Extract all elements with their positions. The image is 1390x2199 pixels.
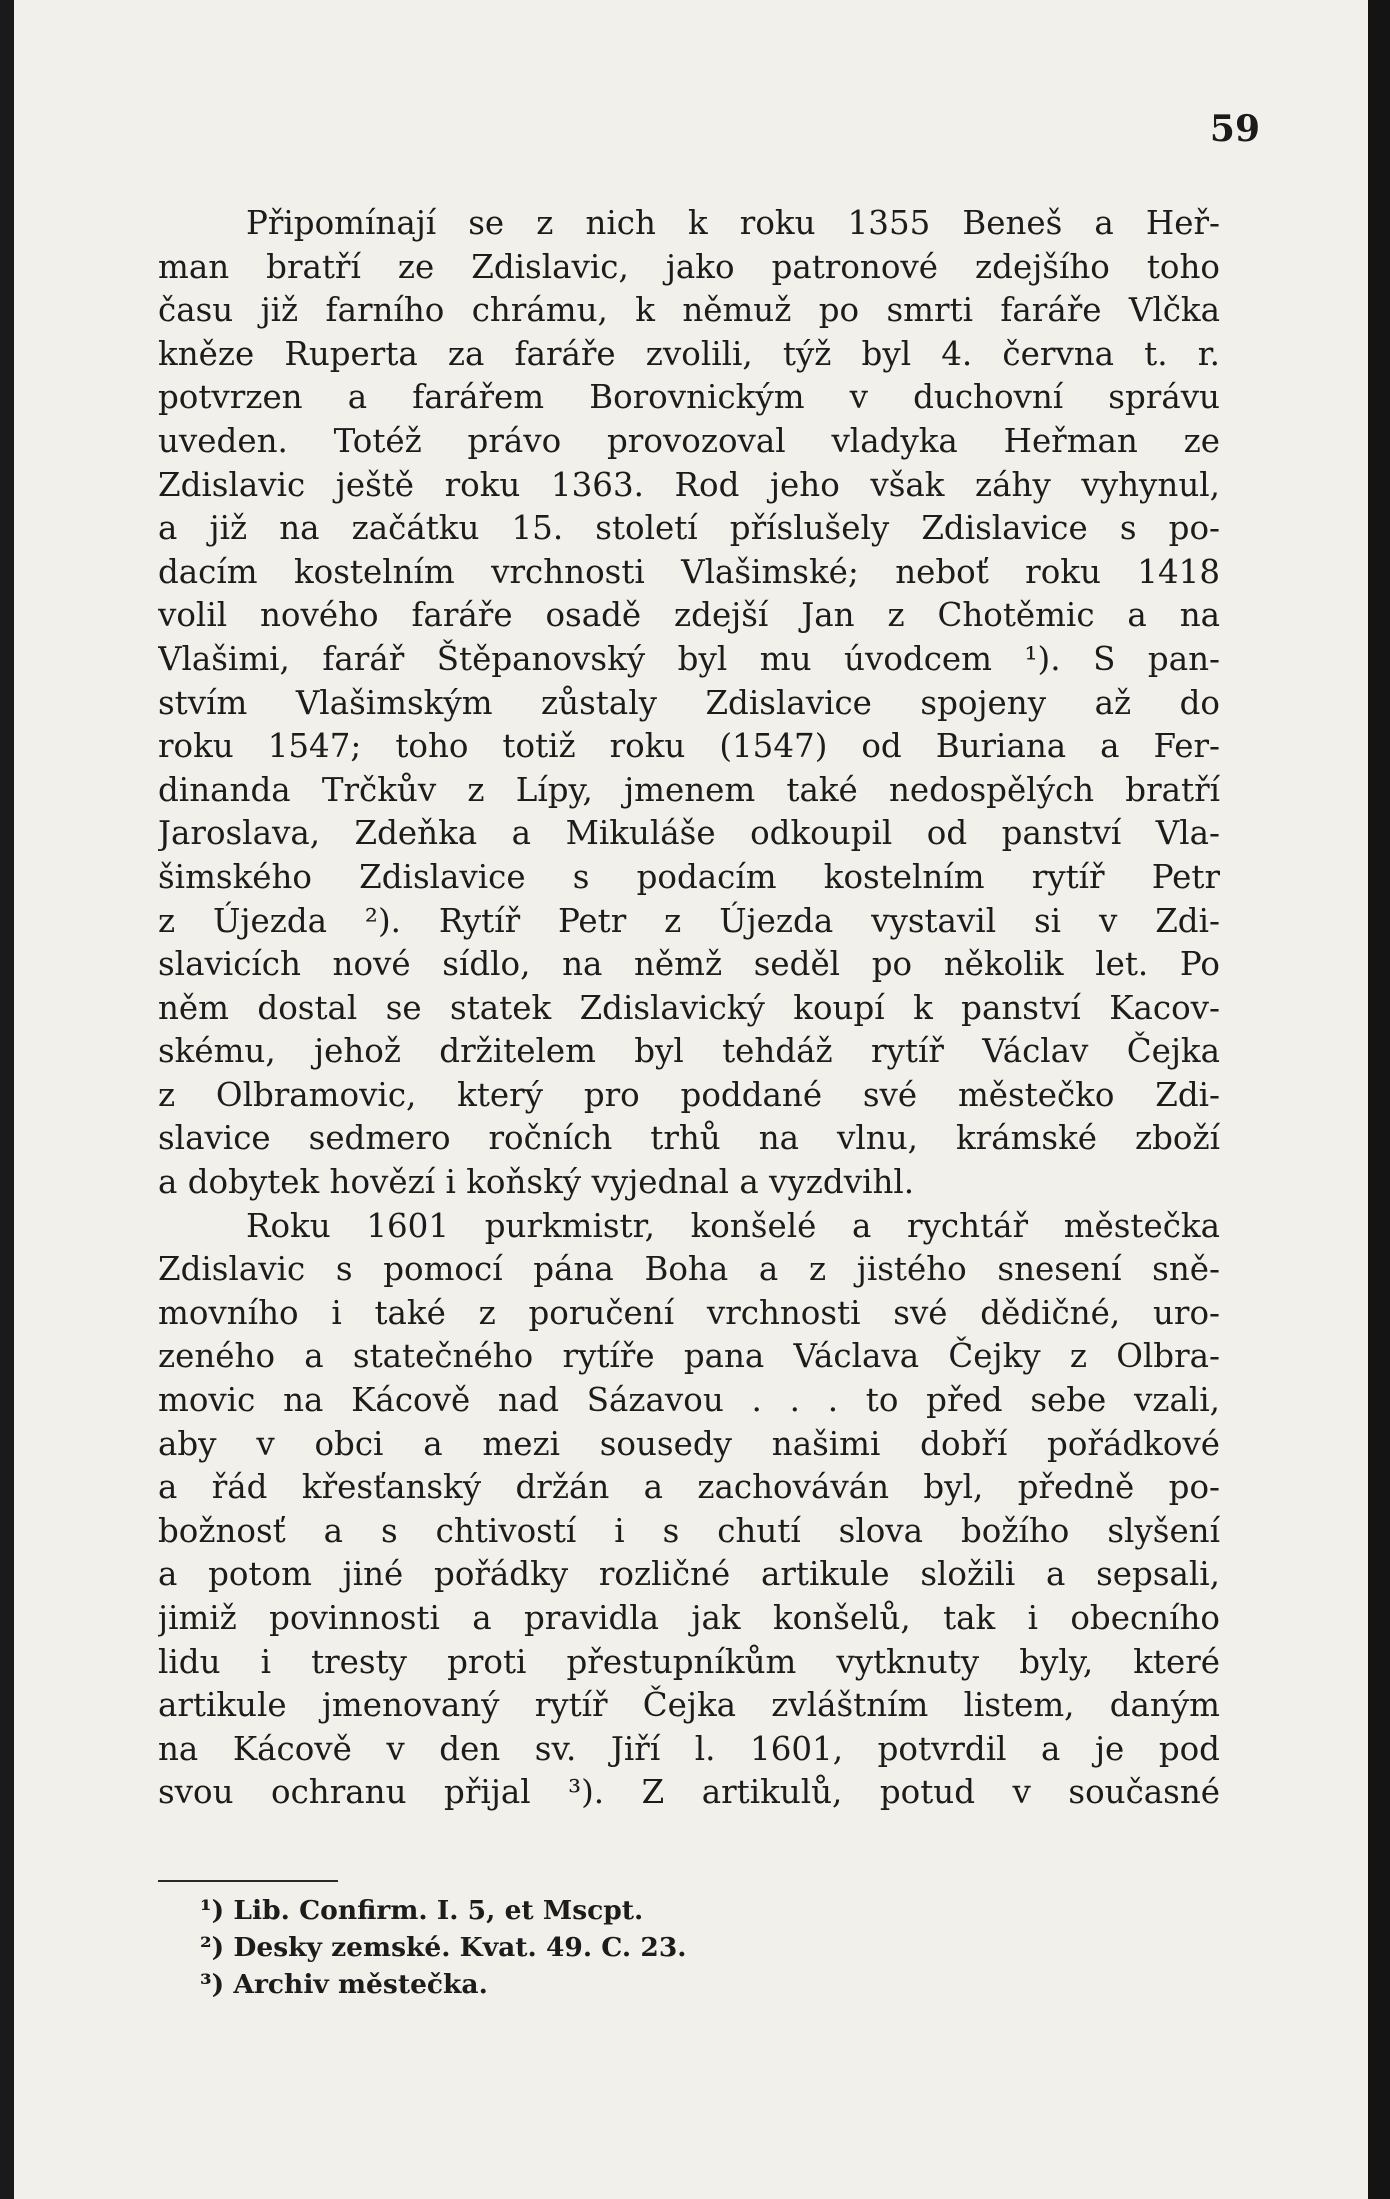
footnote [200, 1966, 900, 2003]
text-line: zeného a statečného rytíře pana Václava Čejky z Olbra- [158, 1337, 1220, 1376]
text-line: uveden. Totéž právo provozoval vladyka Heřman ze [158, 421, 1220, 460]
text-line: dinanda Trčkův z Lípy, jmenem také nedospělých bratří [158, 770, 1220, 809]
footnote-text: Lib. Confirm. I. 5, et Mscpt. [233, 1895, 644, 1926]
text-line: svou ochranu přijal ³). Z artikulů, potud v současné [158, 1773, 1220, 1812]
text-line: skému, jehož držitelem byl tehdáž rytíř Václav Čejka [158, 1032, 1220, 1071]
text-line: potvrzen a farářem Borovnickým v duchovní správu [158, 378, 1220, 417]
footnote-marker: ¹) [200, 1895, 225, 1926]
text-line: man bratří ze Zdislavic, jako patronové zdejšího toho [158, 247, 1220, 286]
text-line: Roku 1601 purkmistr, konšelé a rychtář městečka [246, 1206, 1220, 1245]
text-line: Zdislavic s pomocí pána Boha a z jistého snesení sně- [158, 1250, 1220, 1289]
text-line: stvím Vlašimským zůstaly Zdislavice spojeny až do [158, 683, 1220, 722]
text-line: a dobytek hovězí i koňský vyjednal a vyzdvihl. [158, 1163, 915, 1202]
text-line: jimiž povinnosti a pravidla jak konšelů, tak i obecního [158, 1599, 1220, 1637]
text-line: a již na začátku 15. století příslušely Zdislavice s po- [158, 509, 1220, 548]
text-line: z Újezda ²). Rytíř Petr z Újezda vystavil si v Zdi- [158, 901, 1220, 940]
text-line: Zdislavic ještě roku 1363. Rod jeho však záhy vyhynul, [158, 465, 1220, 504]
text-line: kněze Ruperta za faráře zvolili, týž byl 4. června t. r. [158, 334, 1220, 373]
text-line: na Kácově v den sv. Jiří l. 1601, potvrdil a je pod [158, 1729, 1220, 1768]
text-line: movního i také z poručení vrchnosti své dědičné, uro- [158, 1293, 1220, 1332]
footnote-marker: ²) [200, 1932, 225, 1963]
text-line: movic na Kácově nad Sázavou . . . to před sebe vzali, [158, 1381, 1220, 1420]
page-number: 59 [1209, 108, 1260, 150]
text-line: Připomínají se z nich k roku 1355 Beneš a Heř- [246, 204, 1220, 242]
text-line: šimského Zdislavice s podacím kostelním rytíř Petr [158, 857, 1220, 896]
text-line: lidu i tresty proti přestupníkům vytknuty byly, které [158, 1642, 1220, 1681]
footnote [200, 1892, 900, 1929]
footnote-divider [158, 1880, 338, 1882]
footnote [200, 1929, 900, 1966]
text-line: Vlašimi, farář Štěpanovský byl mu úvodcem ¹). S pan- [158, 639, 1220, 678]
body-text [158, 202, 1220, 1815]
text-line: Jaroslava, Zdeňka a Mikuláše odkoupil od panství Vla- [158, 814, 1220, 853]
text-line: a potom jiné pořádky rozličné artikule složili a sepsali, [158, 1555, 1220, 1594]
footnote-text: Desky zemské. Kvat. 49. C. 23. [233, 1932, 687, 1963]
text-line: artikule jmenovaný rytíř Čejka zvláštním listem, daným [158, 1686, 1220, 1725]
page-left-edge [0, 0, 14, 2199]
footnote-marker: ³) [200, 1969, 225, 2000]
text-line: z Olbramovic, který pro poddané své městečko Zdi- [158, 1075, 1220, 1114]
footnotes [200, 1892, 900, 2003]
text-line: dacím kostelním vrchnosti Vlašimské; neboť roku 1418 [158, 552, 1220, 591]
footnote-text: Archiv městečka. [233, 1969, 488, 2000]
text-line: slavice sedmero ročních trhů na vlnu, krámské zboží [158, 1119, 1220, 1158]
text-line: aby v obci a mezi sousedy našimi dobří pořádkové [158, 1424, 1220, 1463]
text-line: slavicích nové sídlo, na němž seděl po několik let. Po [158, 945, 1220, 984]
text-line: a řád křesťanský držán a zachováván byl, předně po- [158, 1468, 1220, 1507]
text-line: času již farního chrámu, k němuž po smrti faráře Vlčka [158, 291, 1220, 330]
text-line: volil nového faráře osadě zdejší Jan z Chotěmic a na [158, 596, 1220, 635]
text-line: něm dostal se statek Zdislavický koupí k panství Kacov- [158, 988, 1220, 1027]
text-line: božnosť a s chtivostí i s chutí slova božího slyšení [158, 1511, 1220, 1550]
text-line: roku 1547; toho totiž roku (1547) od Buriana a Fer- [158, 727, 1220, 766]
page-right-edge [1368, 0, 1390, 2199]
